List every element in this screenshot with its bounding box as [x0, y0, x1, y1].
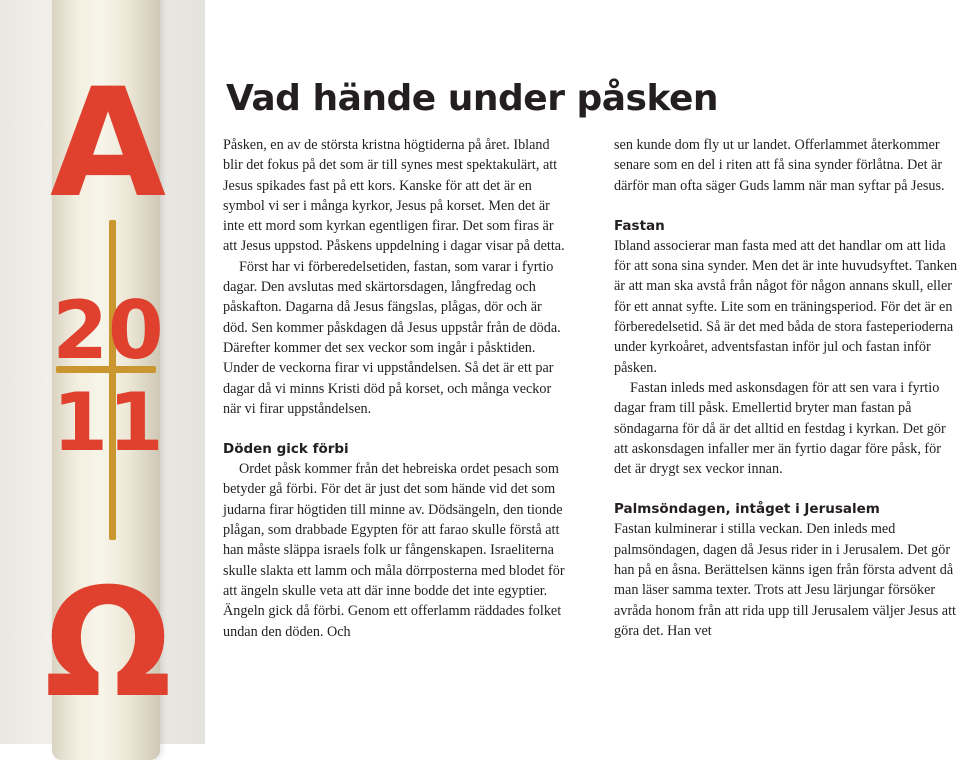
heading-palmsondagen: Palmsöndagen, intåget i Jerusalem: [614, 501, 880, 518]
right-column: [614, 135, 959, 641]
heading-fastan: Fastan: [614, 217, 665, 234]
omega-symbol: Ω: [44, 557, 172, 731]
intro-paragraph: Påsken, en av de största kristna högtiderna på året. Ibland blir det fokus på det som är till synes mest spektakulärt, att Jesus spikades fast på ett kors. Kanske för att det är en symbol vi ser i många kyrkor, Jesus på korset. Men det är inte ett mord som kyrkan egentligen firar. Det som firas är att Jesus uppstod. Påskens uppdelning i dagar visar på detta.: [223, 137, 565, 255]
left-column: [223, 135, 568, 642]
doden-paragraph: Ordet påsk kommer från det hebreiska ordet pesach som betyder gå förbi. För det är just det som hände vid det som judarna firar högtiden till minne av. Dödsängeln, den tionde plågan, som drabbade Egypten för att farao skulle förstå att han måste släppa israels folk ur fångenskapen. Israeliterna skulle slakta ett lamm och måla dörrposterna med blodet för att ängeln skulle veta att där inne bodde det inte egyptier. Ängeln gick då förbi. Genom ett offerlamm räddades folket undan den döden. Och: [223, 461, 565, 640]
year-bottom-digits: 11: [52, 376, 164, 469]
continuation-paragraph: sen kunde dom fly ut ur landet. Offerlammet återkommer senare som en del i riten att få sina synder förlåtna. Det är därför man ofta säger Guds lamm när man syftar på Jesus.: [614, 137, 945, 194]
page-title: Vad hände under påsken: [226, 78, 718, 119]
alpha-symbol: A: [49, 57, 167, 231]
palm-paragraph: Fastan kulminerar i stilla veckan. Den inleds med palmsöndagen, dagen då Jesus rider in i Jerusalem. Det gör han på en åsna. Berättelsen känns igen från första advent då man läser samma texter. Trots att Jesu lärjungar försöker avråda honom från att rida upp till Jerusalem väljer Jesus att göra det. Han vet: [614, 521, 956, 639]
paschal-candle: [44, 0, 172, 760]
year-top-digits: 20: [52, 284, 164, 377]
intro-paragraph-2: Först har vi förberedelsetiden, fastan, som varar i fyrtio dagar. Den avslutas med skärtorsdagen, långfredag och påskafton. Dagarna då Jesus fängslas, plågas, dör och är död. Sen kommer påskdagen då Jesus uppstår från de döda. Därefter kommer det sex veckor som ingår i påsktiden. Under de veckorna firar vi uppståndelsen. Så det är ett par dagar då vi minns Kristi död på korset, och många veckor när vi firar uppståndelsen.: [223, 258, 561, 417]
candle-decoration: [44, 0, 172, 760]
candle-photo: [0, 0, 205, 744]
heading-doden-gick-forbi: Döden gick förbi: [223, 441, 349, 458]
fastan-paragraph: Ibland associerar man fasta med att det handlar om att lida för att sona sina synder. Men det är inte huvudsyftet. Tanken är att man ska avstå från något för någon annans skull, eller för ett annat syfte. Lite som en träningsperiod. För det är en förberedelsetid. Så är det med båda de stora fasteperioderna under kyrkoåret, adventsfastan inför jul och fastan inför påsken.: [614, 237, 958, 376]
fastan-paragraph-2: Fastan inleds med askonsdagen för att sen vara i fyrtio dagar fram till påsk. Emellertid bryter man fastan på söndagarna för då är det alltid en festdag i kyrkan. Det gör att askonsdagen infaller mer än fyrtio dagar före påsk, för det är drygt sex veckor innan.: [614, 379, 946, 478]
